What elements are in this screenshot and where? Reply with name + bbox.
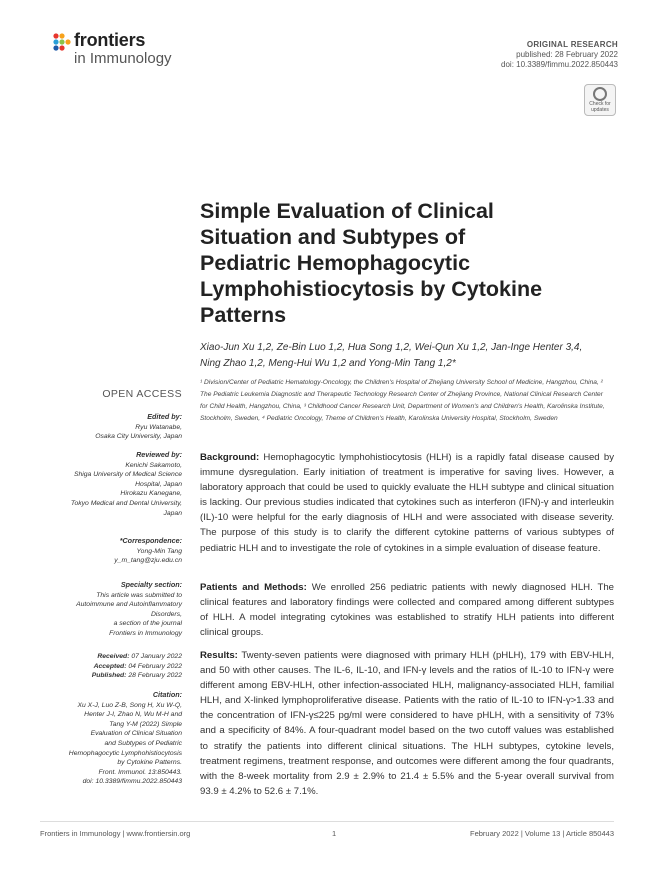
logo-journal: in Immunology [74, 50, 172, 67]
footer-issue-info: February 2022 | Volume 13 | Article 850443 [470, 829, 614, 838]
author-list [200, 340, 605, 372]
abstract-results [200, 648, 614, 799]
footer-page-number: 1 [332, 829, 337, 838]
citation-line-5: and Subtypes of Pediatric [104, 739, 182, 747]
reviewer-1-inst-2: Hospital, Japan [135, 480, 182, 488]
correspondence-email[interactable]: y_m_tang@zju.edu.cn [114, 557, 182, 565]
check-updates-icon [593, 87, 607, 101]
methods-text: We enrolled 256 pediatric patients with newly diagnosed HLH. The clinical features and laboratory findings were collected and compared among different subtypes of HLH. A model integrating cytokines was established to stratify HLH patients into different clinical groups. [200, 582, 614, 639]
abstract-methods [200, 580, 614, 640]
article-title: Simple Evaluation of Clinical Situation and Subtypes of Pediatric Hemophagocytic Lymphohistiocytosis by Cytokine Patterns [200, 199, 543, 327]
editor-name: Ryu Watanabe, [135, 423, 182, 431]
specialty-line-1: This article was submitted to [96, 591, 182, 599]
reviewer-1-inst-1: Shiga University of Medical Science [73, 471, 182, 479]
citation-line-7: by Cytokine Patterns. [117, 759, 182, 767]
correspondence-heading: *Correspondence: [119, 536, 182, 545]
check-for-updates-button[interactable] [584, 84, 616, 116]
received-label: Received: [97, 653, 130, 660]
frontiers-logo-icon [52, 32, 72, 52]
citation-line-8: Front. Immunol. 13:850443. [98, 768, 182, 776]
specialty-heading: Specialty section: [120, 580, 182, 589]
reviewed-by-block [40, 450, 182, 518]
citation-heading: Citation: [152, 690, 182, 699]
article-doi[interactable]: doi: 10.3389/fimmu.2022.850443 [501, 60, 618, 69]
author-line-2: Ning Zhao 1,2, Meng-Hui Wu 1,2 and Yong-Min Tang 1,2* [200, 358, 456, 369]
citation-line-1: Xu X-J, Luo Z-B, Song H, Xu W-Q, [77, 701, 182, 709]
results-label: Results: [200, 650, 238, 661]
background-label: Background: [200, 452, 260, 463]
citation-line-6: Hemophagocytic Lymphohistiocytosis [68, 749, 182, 757]
published-date: published: 28 February 2022 [516, 50, 618, 59]
logo-brand: frontiers [74, 30, 146, 50]
citation-block [40, 690, 182, 787]
reviewer-2-name: Hirokazu Kanegane, [120, 490, 182, 498]
check-updates-line1: Check for [589, 101, 611, 107]
citation-line-9[interactable]: doi: 10.3389/fimmu.2022.850443 [82, 778, 182, 786]
published-row [40, 671, 182, 681]
specialty-line-5: Frontiers in Immunology [109, 629, 182, 637]
check-updates-line2: updates [591, 107, 609, 113]
reviewer-2-inst-1: Tokyo Medical and Dental University, [70, 499, 182, 507]
correspondence-block [40, 536, 182, 566]
correspondence-name: Yong-Min Tang [136, 547, 182, 555]
citation-line-3: Tang Y-M (2022) Simple [109, 720, 182, 728]
methods-label: Patients and Methods: [200, 582, 307, 593]
article-type: ORIGINAL RESEARCH [526, 40, 618, 49]
edited-by-block [40, 412, 182, 442]
open-access-label: OPEN ACCESS [102, 388, 182, 400]
edited-by-heading: Edited by: [147, 412, 182, 421]
editor-institution: Osaka City University, Japan [95, 433, 182, 441]
specialty-line-4: a section of the journal [113, 620, 182, 628]
reviewer-2-inst-2: Japan [163, 509, 182, 517]
received-date: 07 January 2022 [131, 653, 182, 660]
article-meta [501, 40, 618, 70]
background-text: Hemophagocytic lymphohistiocytosis (HLH) is a rapidly fatal disease caused by immune dysregulation. Early initiation of treatment is imperative for saving lives. However, a laboratory approach that could be used to quickly evaluate the HLH subtype and clinical situation is lacking. Our previous studies indicated that cytokines such as interferon (IFN)-γ and interleukin (IL)-10 were helpful for the early diagnosis of HLH and were associated with disease severity. The purpose of this study is to clarify the different cytokine patterns of various subtypes of pediatric HLH and to investigate the role of cytokines in a simple evaluation of disease feature. [200, 452, 614, 554]
accepted-row [40, 662, 182, 672]
citation-line-2: Henter J-I, Zhao N, Wu M-H and [84, 711, 182, 719]
specialty-line-3: Disorders, [151, 610, 182, 618]
footer-journal-link[interactable]: Frontiers in Immunology | www.frontiersin.org [40, 829, 191, 838]
accepted-label: Accepted: [93, 662, 127, 670]
results-text: Twenty-seven patients were diagnosed with primary HLH (pHLH), 179 with EBV-HLH, and 50 with other causes. The IL-6, IL-10, and IFN-γ levels and the ratios of IL-10 to IFN-γ were different among EBV-HLH, other infection-associated HLH, malignancy-associated HLH, familial HLH, and X-linked lymphoproliferative disease. Patients with the ratio of IL-10 to IFN-γ>1.33 and the concentration of IFN-γ≤225 pg/ml were considered to have pHLH, with a sensitivity of 73% and a specificity of 84%. A four-quadrant model based on the two cutoff values was established to stratify the patients into different clinical situations. The HLH subtypes, cytokine levels, treatment regimens, treatment response, and outcomes were different among the four quadrants, with the 8-week mortality from 2.9 ± 2.9% to 21.4 ± 5.5% and the 5-year overall survival from 93.9 ± 4.2% to 52.6 ± 7.1%. [200, 650, 614, 797]
footer-divider [40, 821, 614, 822]
dates-block [40, 652, 182, 681]
specialty-line-2: Autoimmune and Autoinflammatory [76, 601, 182, 609]
author-line-1: Xiao-Jun Xu 1,2, Ze-Bin Luo 1,2, Hua Song 1,2, Wei-Qun Xu 1,2, Jan-Inge Henter 3,4, [200, 342, 583, 353]
citation-line-4: Evaluation of Clinical Situation [90, 730, 182, 738]
accepted-date: 04 February 2022 [128, 662, 182, 670]
published-label: Published: [91, 672, 127, 680]
specialty-section-block [40, 580, 182, 639]
published-date-sidebar: 28 February 2022 [128, 672, 182, 680]
reviewed-by-heading: Reviewed by: [136, 450, 182, 459]
affiliations: ¹ Division/Center of Pediatric Hematology-Oncology, the Children's Hospital of Zhejiang University School of Medicine, Hangzhou, China, ² The Pediatric Leukemia Diagnostic and Therapeutic Technology Research Center of Zhejiang Province, National Clinical Research Center for Child Health, Hangzhou, China, ³ Childhood Cancer Research Unit, Department of Women's and Children's Health, Karolinska Institute, Stockholm, Sweden, ⁴ Pediatric Oncology, Theme of Children's Health, Karolinska University Hospital, Stockholm, Sweden [200, 379, 605, 422]
received-row [40, 652, 182, 662]
abstract-background [200, 450, 614, 556]
reviewer-1-name: Kenichi Sakamoto, [125, 461, 182, 469]
